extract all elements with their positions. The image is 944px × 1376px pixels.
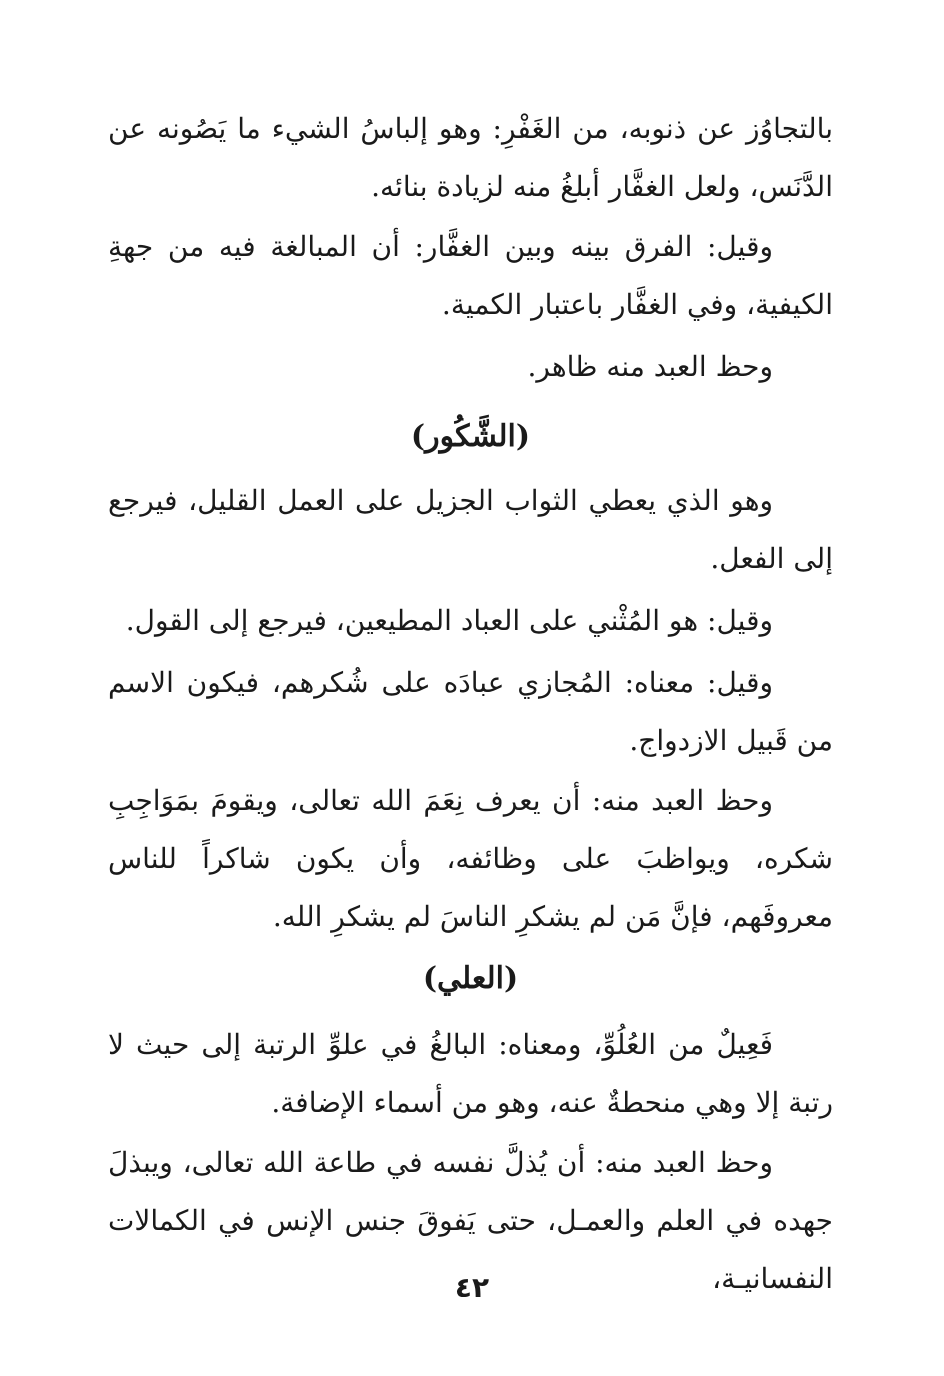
paragraph-shakur-praiser: وقيل: هو المُثْني على العباد المطيعين، فيرجع إلى القول. <box>125 604 773 637</box>
page-content <box>108 0 833 1376</box>
page-number: ٤٢ <box>454 1271 490 1304</box>
paragraph-ali-definition: فَعِيلٌ من العُلُوِّ، ومعناه: البالغُ في علوِّ الرتبة إلى حيث لا رتبة إلا وهي منحطةٌ عنه، وهو من أسماء الإضافة. <box>108 1028 833 1119</box>
paragraph-shakur-servant-share: وحظ العبد منه: أن يعرف نِعَمَ الله تعالى، ويقومَ بمَوَاجِبِ شكره، ويواظبَ على وظائفه، وأن يكون شاكراً للناس معروفَهم، فإنَّ مَن لم يشكرِ الناسَ لم يشكرِ الله. <box>108 784 833 933</box>
heading-ali: (العلي) <box>422 961 519 996</box>
heading-shakur: (الشَّكُور) <box>410 419 531 454</box>
paragraph-ghaffar-continuation: بالتجاوُز عن ذنوبه، من الغَفْرِ: وهو إلباسُ الشيء ما يَصُونه عن الدَّنَس، ولعل الغفَّار أبلغُ منه لزيادة بنائه. <box>108 112 833 203</box>
paragraph-ghaffar-difference: وقيل: الفرق بينه وبين الغفَّار: أن المبالغة فيه من جهةِ الكيفية، وفي الغفَّار باعتبار الكمية. <box>108 230 833 321</box>
paragraph-ghaffar-servant-share: وحظ العبد منه ظاهر. <box>527 350 773 383</box>
paragraph-ali-servant-share: وحظ العبد منه: أن يُذلَّ نفسه في طاعة الله تعالى، ويبذلَ جهده في العلم والعمـل، حتى يَفوقَ جنس الإنس في الكمالات النفسانيـة، <box>108 1146 833 1295</box>
paragraph-shakur-rewarder: وقيل: معناه: المُجازي عبادَه على شُكرهم، فيكون الاسم من قَبيل الازدواج. <box>108 666 833 757</box>
paragraph-shakur-definition: وهو الذي يعطي الثواب الجزيل على العمل القليل، فيرجع إلى الفعل. <box>108 484 833 575</box>
